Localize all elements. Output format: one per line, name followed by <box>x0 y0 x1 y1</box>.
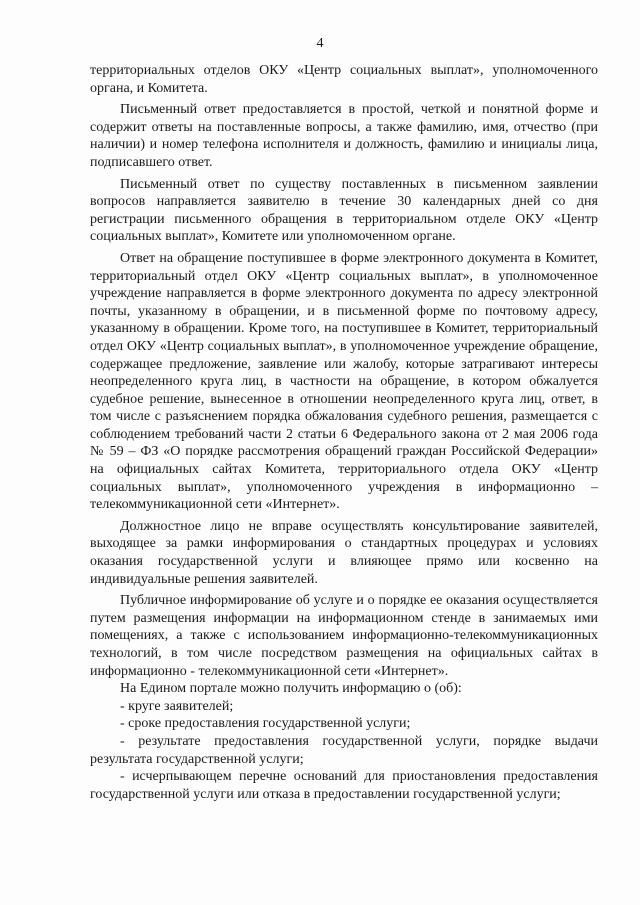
paragraph-unified-portal: На Едином портале можно получить информацию о (об): <box>120 681 462 697</box>
paragraph-written-answer-form: Письменный ответ предоставляется в простой, четкой и понятной форме и содержит ответы на поставленные вопросы, а также фамилию, имя, отчество (при наличии) и номер телефона исполнителя и должность, фамилию и инициалы лица, подписавшего ответ. <box>90 102 598 170</box>
list-item: - сроке предоставления государственной услуги; <box>120 716 411 732</box>
paragraph-continuation: территориальных отделов ОКУ «Центр социальных выплат», уполномоченного органа, и Комитета. <box>90 63 598 96</box>
list-item: - результате предоставления государственной услуги, порядке выдачи результата государственной услуги; <box>90 733 598 767</box>
list-item: - исчерпывающем перечне оснований для приостановления предоставления государственной услуги или отказа в предоставлении государственной услуги; <box>90 769 598 802</box>
paragraph-official-restrictions: Должностное лицо не вправе осуществлять консультирование заявителей, выходящее за рамки информирования о стандартных процедурах и условиях оказания государственной услуги и влияющее прямо или косвенно на индивидуальные решения заявителей. <box>90 518 598 587</box>
paragraph-electronic-answer: Ответ на обращение поступившее в форме электронного документа в Комитет, территориальный отдел ОКУ «Центр социальных выплат», в уполномоченное учреждение направляется в форме электронного документа по адресу электронной почты, указанному в обращении, и в письменной форме по почтовому адресу, указанному в обращении. Кроме того, на поступившее в Комитет, территориальный отдел ОКУ «Центр социальных выплат», в уполномоченное учреждение обращение, содержащее предложение, заявление или жалобу, которые затрагивают интересы неопределенного круга лиц, в частности на обращение, в котором обжалуется судебное решение, вынесенное в отношении неопределенного круга лиц, ответ, в том числе с разъяснением порядка обжалования судебного решения, размещается с соблюдением требований части 2 статьи 6 Федерального закона от 2 мая 2006 года № 59 – ФЗ «О порядке рассмотрения обращений граждан Российской Федерации» на официальных сайтах Комитета, территориального отдела ОКУ «Центр социальных выплат», уполномоченного учреждения в информационно – телекоммуникационной сети «Интернет». <box>90 250 598 513</box>
document-body <box>90 62 598 803</box>
list-item: - круге заявителей; <box>120 698 234 714</box>
portal-info-list <box>90 698 598 804</box>
page-number: 4 <box>316 36 324 51</box>
paragraph-public-informing: Публичное информирование об услуге и о порядке ее оказания осуществляется путем размещения информации на информационном стенде в занимаемых ими помещениях, а также с использованием информационно-телекоммуникационных технологий, в том числе посредством размещения на официальных сайтах в информационно - телекоммуникационной сети «Интернет». <box>90 593 598 679</box>
paragraph-answer-deadline: Письменный ответ по существу поставленных в письменном заявлении вопросов направляется заявителю в течение 30 календарных дней со дня регистрации письменного обращения в территориальном отделе ОКУ «Центр социальных выплат», Комитете или уполномоченном органе. <box>90 176 598 245</box>
